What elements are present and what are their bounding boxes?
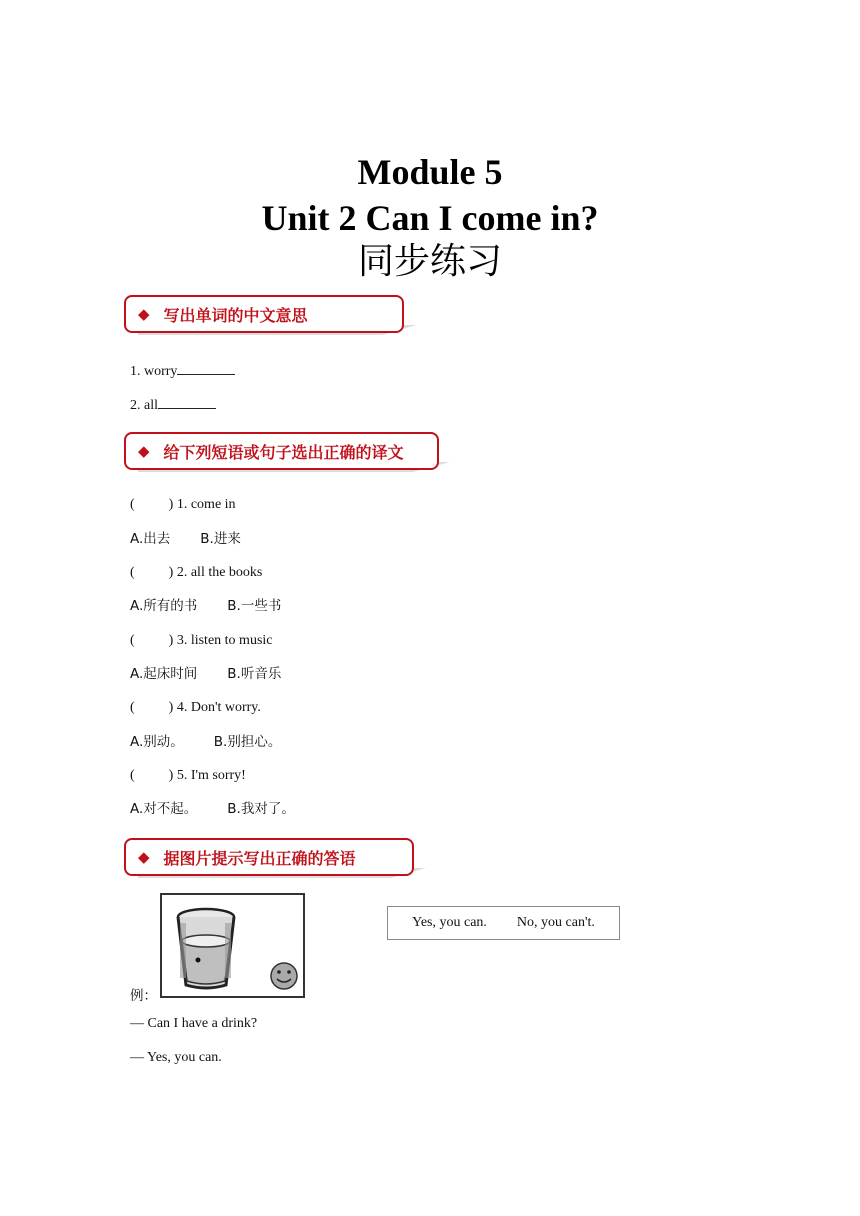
- diamond-icon: ◆: [138, 442, 150, 460]
- section-heading-text: 据图片提示写出正确的答语: [163, 848, 356, 868]
- answer-options-box: [387, 906, 620, 940]
- example-label: 例：: [130, 988, 157, 1004]
- question-3: ( ) 3. listen to music: [130, 633, 273, 648]
- drink-picture: [160, 893, 305, 998]
- vocab-item-2: 2. all: [130, 395, 216, 415]
- section-heading-text: 给下列短语或句子选出正确的译文: [163, 442, 404, 462]
- diamond-icon: ◆: [138, 305, 150, 323]
- dialog-answer: — Yes, you can.: [130, 1050, 222, 1065]
- question-5: ( ) 5. I'm sorry!: [130, 768, 246, 783]
- options-1: A.出去 B.进来: [130, 531, 241, 547]
- options-3: A.起床时间 B.听音乐: [130, 666, 282, 682]
- question-4: ( ) 4. Don't worry.: [130, 700, 261, 715]
- answer-blank[interactable]: [158, 395, 216, 409]
- diamond-icon: ◆: [138, 848, 150, 866]
- section-heading-text: 写出单词的中文意思: [163, 305, 308, 325]
- question-1: ( ) 1. come in: [130, 497, 236, 512]
- answer-blank[interactable]: [177, 361, 235, 375]
- title-practice: 同步练习: [357, 241, 502, 282]
- answer-option: No, you can't.: [516, 915, 595, 930]
- options-2: A.所有的书 B.一些书: [130, 598, 282, 614]
- glass-icon: [162, 895, 303, 996]
- options-5: A.对不起。 B.我对了。: [130, 801, 295, 817]
- vocab-item-1: 1. worry: [130, 361, 235, 381]
- smiley-icon: [271, 963, 297, 989]
- options-4: A.别动。 B.别担心。: [130, 734, 282, 750]
- dialog-question: — Can I have a drink?: [130, 1016, 258, 1031]
- title-unit: Unit 2 Can I come in?: [261, 198, 599, 238]
- question-2: ( ) 2. all the books: [130, 565, 263, 580]
- answer-option: Yes, you can.: [412, 915, 487, 930]
- title-module: Module 5: [357, 152, 503, 192]
